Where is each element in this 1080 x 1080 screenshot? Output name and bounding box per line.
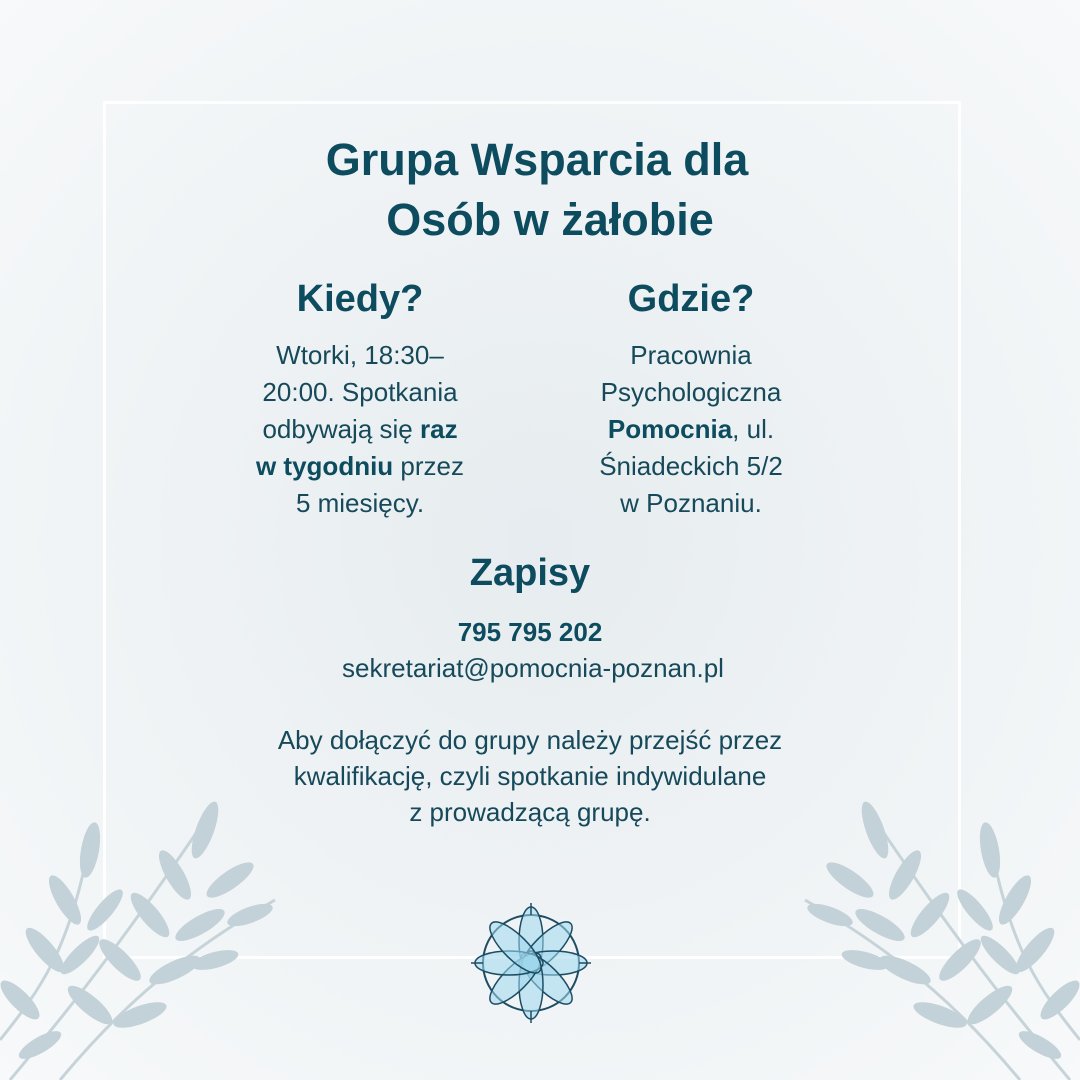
page-title-line2: Osób w żałobie bbox=[386, 194, 714, 245]
page-title-line1: Grupa Wsparcia dla bbox=[325, 134, 749, 185]
leaf-branch-icon bbox=[800, 790, 1080, 1080]
phone-number-link[interactable]: 795 795 202 bbox=[457, 617, 603, 647]
where-heading: Gdzie? bbox=[627, 278, 755, 320]
when-text: Wtorki, 18:30– 20:00. Spotkania odbywają się raz w tygodniu przez 5 miesięcy. bbox=[255, 340, 464, 518]
signup-heading: Zapisy bbox=[469, 552, 591, 594]
qualification-note: Aby dołączyć do grupy należy przejść przez kwalifikację, czyli spotkanie indywidulane z prowadzącą grupę. bbox=[277, 725, 783, 827]
when-heading: Kiedy? bbox=[296, 278, 424, 320]
email-link[interactable]: sekretariat@pomocnia-poznan.pl bbox=[342, 653, 724, 683]
where-text: Pracownia Psychologiczna Pomocnia, ul. Śniadeckich 5/2 w Poznaniu. bbox=[599, 340, 783, 518]
flower-mandala-logo-icon bbox=[471, 896, 591, 1031]
leaf-branch-icon bbox=[0, 790, 280, 1080]
